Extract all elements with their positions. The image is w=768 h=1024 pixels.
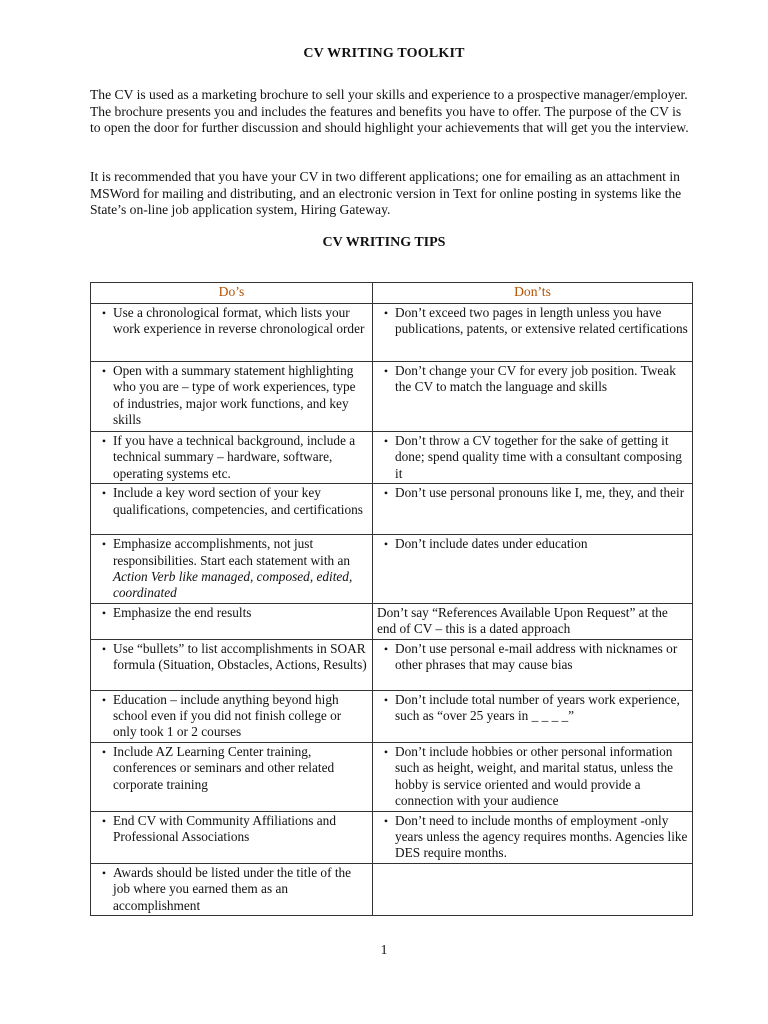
bullet-icon: •	[383, 744, 389, 759]
bullet-icon: •	[101, 486, 107, 501]
bullet-icon: •	[383, 364, 389, 378]
do-cell: • End CV with Community Affiliations and Professional Associations	[91, 811, 373, 863]
do-cell: • Education – include anything beyond high school even if you did not finish college or only took 1 or 2 courses	[91, 690, 373, 742]
dont-cell: • Don’t include total number of years work experience, such as “over 25 years in _ _ _ _”	[373, 690, 693, 742]
do-cell: • If you have a technical background, include a technical summary – hardware, software, operating systems etc.	[91, 432, 373, 484]
dos-header: Do’s	[91, 283, 373, 304]
dont-cell: • Don’t need to include months of employment -only years unless the agency requires months. Agencies like DES require months.	[373, 811, 693, 863]
dont-cell	[373, 863, 693, 915]
bullet-icon: •	[101, 537, 107, 552]
table-header-row	[91, 283, 693, 304]
bullet-icon: •	[383, 486, 389, 501]
table-row	[91, 639, 693, 690]
donts-header: Don’ts	[373, 283, 693, 304]
table-row	[91, 603, 693, 639]
do-cell: • Open with a summary statement highlighting who you are – type of work experiences, type of industries, major work functions, and key skills	[91, 362, 373, 432]
table-row	[91, 742, 693, 811]
do-cell: • Emphasize the end results	[91, 603, 373, 639]
do-cell: • Include AZ Learning Center training, conferences or seminars and other related corporate training	[91, 742, 373, 811]
dont-cell: • Don’t use personal e-mail address with nicknames or other phrases that may cause bias	[373, 639, 693, 690]
bullet-icon: •	[383, 641, 389, 656]
table-row	[91, 863, 693, 915]
table-row	[91, 535, 693, 604]
bullet-icon: •	[383, 306, 389, 320]
do-cell: • Use “bullets” to list accomplishments in SOAR formula (Situation, Obstacles, Actions, Results)	[91, 639, 373, 690]
table-row	[91, 811, 693, 863]
bullet-icon: •	[101, 306, 107, 320]
dont-cell: • Don’t include dates under education	[373, 535, 693, 604]
italic-text: Action Verb like managed, composed, edited, coordinated	[113, 569, 353, 601]
bullet-icon: •	[383, 537, 389, 552]
dont-cell: • Don’t throw a CV together for the sake of getting it done; spend quality time with a consultant composing it	[373, 432, 693, 484]
do-cell: • Awards should be listed under the title of the job where you earned them as an accomplishment	[91, 863, 373, 915]
table-row	[91, 690, 693, 742]
bullet-icon: •	[101, 865, 107, 880]
dont-cell: • Don’t change your CV for every job position. Tweak the CV to match the language and skills	[373, 362, 693, 432]
table-row	[91, 432, 693, 484]
page-number: 1	[380, 942, 388, 957]
do-cell: • Emphasize accomplishments, not just responsibilities. Start each statement with an Action Verb like managed, composed, edited, coordinated	[91, 535, 373, 604]
tips-subtitle: CV WRITING TIPS	[322, 235, 446, 250]
do-cell: • Include a key word section of your key qualifications, competencies, and certifications	[91, 484, 373, 535]
bullet-icon: •	[101, 605, 107, 620]
bullet-icon: •	[101, 434, 107, 448]
bullet-icon: •	[383, 813, 389, 828]
dont-cell: • Don’t use personal pronouns like I, me, they, and their	[373, 484, 693, 535]
document-title: CV WRITING TOOLKIT	[303, 46, 465, 61]
do-cell: • Use a chronological format, which lists your work experience in reverse chronological order	[91, 304, 373, 362]
bullet-icon: •	[383, 434, 389, 448]
tips-table	[90, 282, 693, 916]
bullet-icon: •	[383, 692, 389, 707]
table-row	[91, 362, 693, 432]
intro-paragraph: The CV is used as a marketing brochure to sell your skills and experience to a prospective manager/employer. The brochure presents you and includes the features and benefits you have to offer. The purpose of the CV is to open the door for further discussion and should highlight your achievements that will get you the interview.	[90, 87, 689, 136]
bullet-icon: •	[101, 813, 107, 828]
table-row	[91, 304, 693, 362]
dont-cell: • Don’t include hobbies or other personal information such as height, weight, and marital status, unless the hobby is service oriented and would provide a connection with your audience	[373, 742, 693, 811]
dont-cell: • Don’t exceed two pages in length unless you have publications, patents, or extensive related certifications	[373, 304, 693, 362]
applications-paragraph: It is recommended that you have your CV in two different applications; one for emailing as an attachment in MSWord for mailing and distributing, and an electronic version in Text for online posting in systems like the State’s on-line job application system, Hiring Gateway.	[90, 169, 682, 218]
table-row	[91, 484, 693, 535]
dont-cell: Don’t say “References Available Upon Request” at the end of CV – this is a dated approach	[373, 603, 693, 639]
bullet-icon: •	[101, 744, 107, 759]
bullet-icon: •	[101, 364, 107, 378]
bullet-icon: •	[101, 641, 107, 656]
bullet-icon: •	[101, 692, 107, 707]
